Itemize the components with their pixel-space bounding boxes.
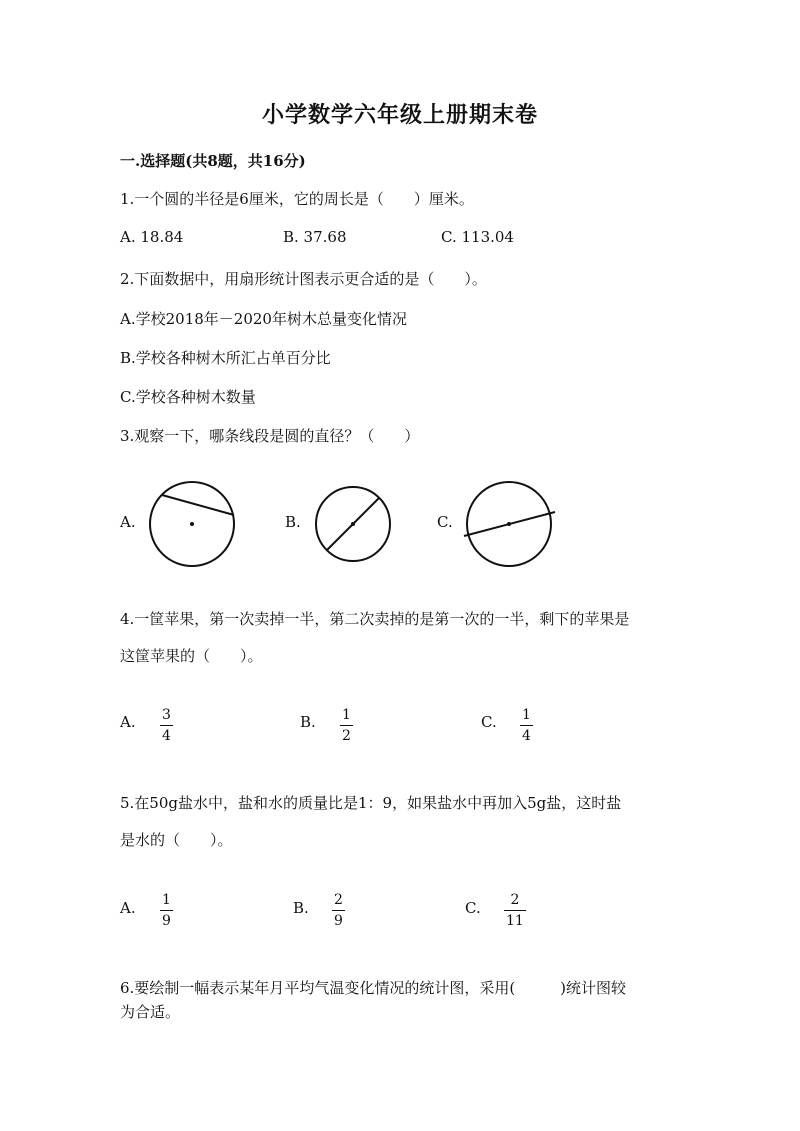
question-1-option-b[interactable]: B. 37.68 [283,228,347,246]
fraction-numerator: 1 [522,707,531,723]
question-5-stem-line2: 是水的（ ）。 [120,831,233,849]
question-3-figures [115,478,575,570]
question-1-stem: 1.一个圆的半径是6厘米，它的周长是（ ）厘米。 [120,190,474,208]
question-3-stem: 3.观察一下，哪条线段是圆的直径？（ ） [120,427,420,445]
question-5-option-b-label[interactable]: B. [293,899,309,917]
question-4-option-b-fraction [340,707,353,744]
circle-a-figure[interactable] [150,482,234,566]
question-6-stem-line2: 为合适。 [120,1003,181,1021]
circle-a-center [190,522,194,526]
page-title: 小学数学六年级上册期末卷 [261,102,538,128]
circle-b-center [351,522,355,526]
fraction-numerator: 3 [162,707,171,723]
question-5-option-c-label[interactable]: C. [465,899,481,917]
fraction-numerator: 2 [334,892,343,908]
question-2-option-c[interactable]: C.学校各种树木数量 [120,388,256,406]
circle-a-chord [162,495,234,515]
question-1-option-c[interactable]: C. 113.04 [441,228,514,246]
question-3-option-c-label[interactable]: C. [437,513,453,531]
question-5-option-a-label[interactable]: A. [120,899,136,917]
circle-c-figure[interactable] [464,482,555,566]
question-4-stem-line2: 这筐苹果的（ ）。 [120,647,263,665]
fraction-bar [160,910,173,911]
circle-c-center [507,522,511,526]
question-1-option-a[interactable]: A. 18.84 [120,228,184,246]
question-5-option-a-fraction [160,892,173,929]
question-2-option-a[interactable]: A.学校2018年－2020年树木总量变化情况 [120,310,407,328]
fraction-bar [340,725,353,726]
question-5-option-c-fraction [504,892,526,929]
fraction-denominator: 11 [506,913,524,929]
circle-b-figure[interactable] [316,487,390,561]
fraction-bar [504,910,526,911]
question-4-option-a-label[interactable]: A. [120,713,136,731]
fraction-numerator: 1 [342,707,351,723]
question-5-option-b-fraction [332,892,345,929]
question-4-option-a-fraction [160,707,173,744]
question-2-stem: 2.下面数据中，用扇形统计图表示更合适的是（ ）。 [120,270,487,288]
question-2-option-b[interactable]: B.学校各种树木所汇占单百分比 [120,349,331,367]
question-3-option-b-label[interactable]: B. [285,513,301,531]
question-4-option-c-label[interactable]: C. [481,713,497,731]
fraction-denominator: 9 [162,913,171,929]
question-4-option-b-label[interactable]: B. [300,713,316,731]
fraction-bar [520,725,533,726]
question-4-stem-line1: 4.一筐苹果，第一次卖掉一半，第二次卖掉的是第一次的一半，剩下的苹果是 [120,610,630,628]
question-4-option-c-fraction [520,707,533,744]
fraction-denominator: 2 [342,728,351,744]
fraction-bar [160,725,173,726]
fraction-denominator: 4 [522,728,531,744]
section-heading: 一.选择题(共8题，共16分) [120,152,306,170]
fraction-denominator: 9 [334,913,343,929]
question-6-stem-line1: 6.要绘制一幅表示某年月平均气温变化情况的统计图，采用( )统计图较 [120,979,627,997]
question-3-option-a-label[interactable]: A. [120,513,136,531]
fraction-numerator: 1 [162,892,171,908]
fraction-bar [332,910,345,911]
fraction-denominator: 4 [162,728,171,744]
question-5-stem-line1: 5.在50g盐水中，盐和水的质量比是1：9，如果盐水中再加入5g盐，这时盐 [120,794,622,812]
fraction-numerator: 2 [510,892,520,908]
